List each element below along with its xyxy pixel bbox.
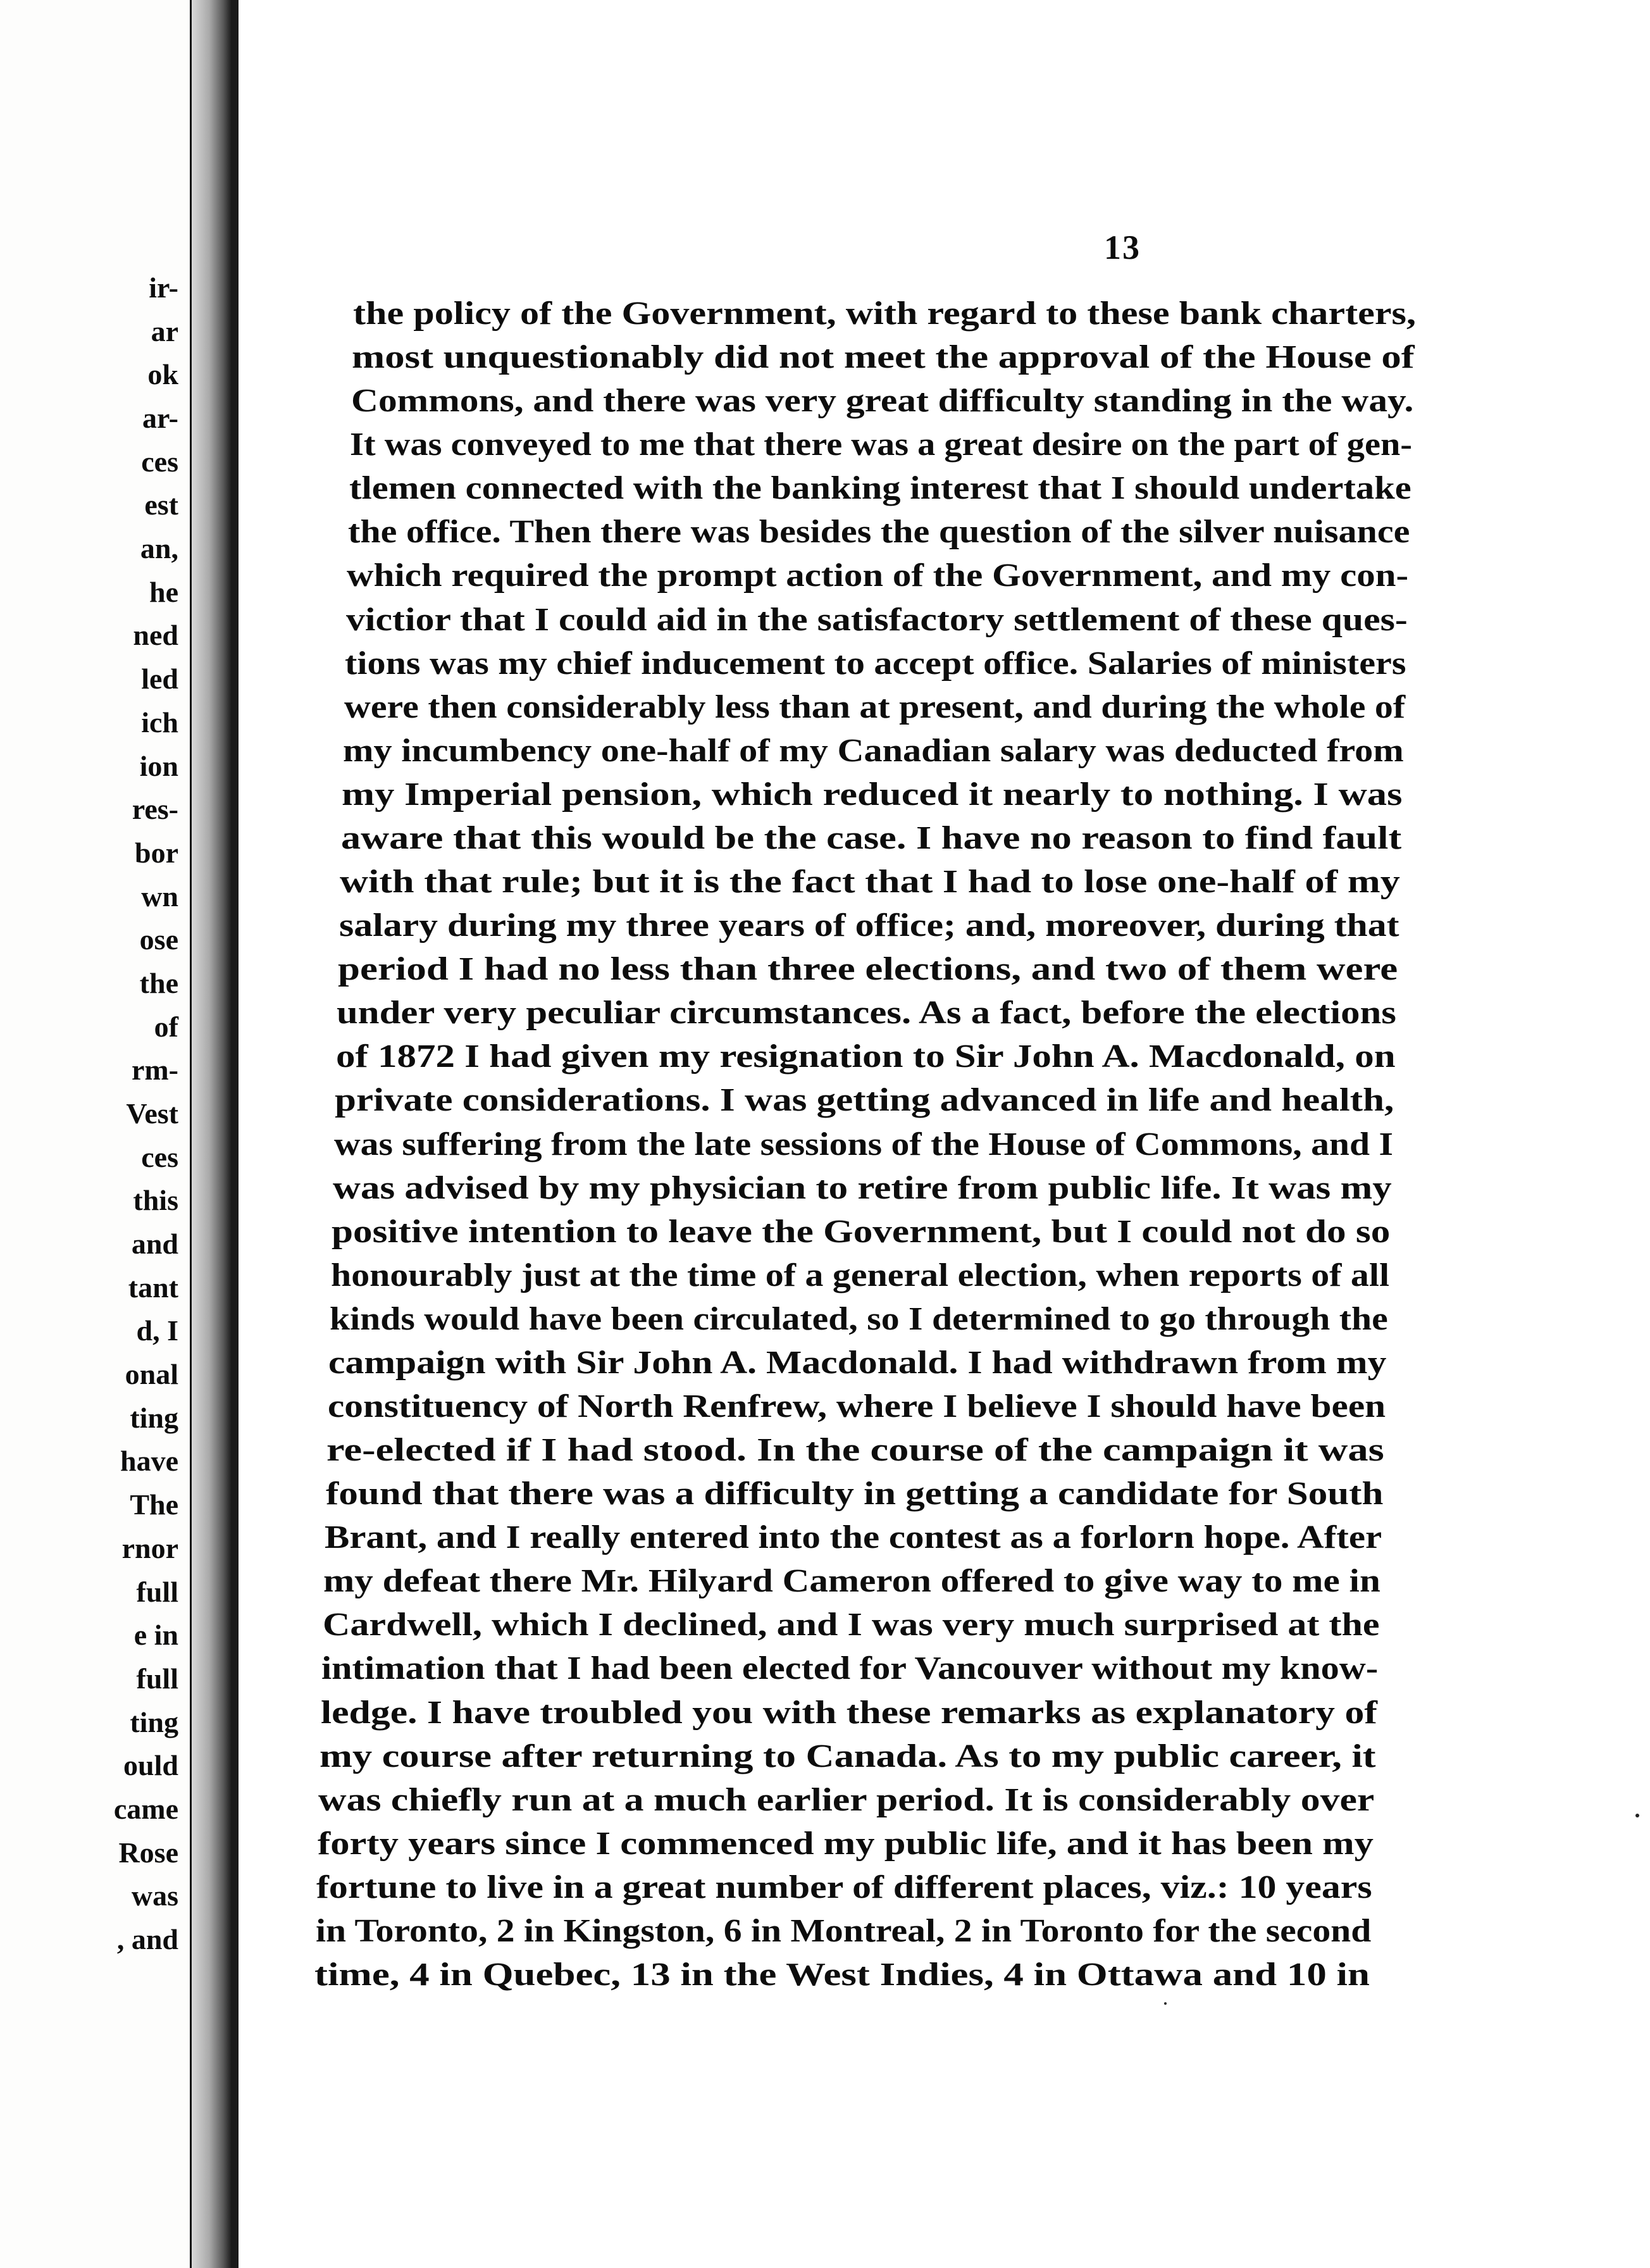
body-text-line: Commons, and there was very great difficulty standing in the way. [350, 383, 1414, 420]
body-text-line: my defeat there Mr. Hilyard Cameron offered to give way to me in [323, 1563, 1381, 1600]
body-text-line: ledge. I have troubled you with these remarks as explanatory of [320, 1694, 1377, 1731]
body-text-line: fortune to live in a great number of different places, viz.: 10 years [316, 1869, 1372, 1905]
body-text-line: constituency of North Renfrew, where I believe I should have been [327, 1388, 1386, 1424]
left-page-fragment: Rose [118, 1836, 178, 1869]
body-text-line: found that there was a difficulty in getting a candidate for South [325, 1476, 1384, 1512]
left-page-fragment: full [136, 1575, 178, 1608]
left-page-fragment: wn [141, 880, 178, 913]
body-text-line: Brant, and I really entered into the contest as a forlorn hope. After [325, 1519, 1382, 1556]
left-page-fragment: est [144, 489, 178, 521]
body-text-line: my course after returning to Canada. As to my public career, it [319, 1738, 1376, 1774]
body-text-line: tlemen connected with the banking interest that I should undertake [349, 470, 1411, 507]
left-facing-page [0, 0, 192, 2268]
left-page-fragment: ould [123, 1749, 178, 1782]
left-page-fragment: ces [141, 445, 178, 478]
left-page-fragment: bor [135, 836, 178, 869]
body-text-line: with that rule; but it is the fact that I had to lose one-half of my [340, 864, 1401, 900]
body-text-line: tions was my chief inducement to accept office. Salaries of ministers [345, 645, 1406, 682]
body-text-line: re-elected if I had stood. In the course of the campaign it was [326, 1432, 1385, 1469]
body-text-line: It was conveyed to me that there was a great desire on the part of gen- [350, 427, 1413, 463]
left-page-fragment: e in [133, 1619, 178, 1652]
body-text-line: was advised by my physician to retire from public life. It was my [332, 1169, 1392, 1206]
left-page-fragment: d, I [136, 1314, 178, 1347]
left-page-fragment: was [131, 1879, 178, 1912]
left-page-fragment: led [141, 663, 178, 695]
left-page-fragment: came [113, 1792, 178, 1825]
page-number: 13 [1104, 228, 1141, 266]
left-page-fragment: ces [141, 1140, 178, 1173]
body-text-line: Cardwell, which I declined, and I was very much surprised at the [322, 1607, 1380, 1643]
left-page-fragment: ose [139, 923, 178, 956]
body-text-line: positive intention to leave the Government, but I could not do so [332, 1213, 1391, 1250]
left-page-fragment: he [149, 575, 178, 608]
left-page-fragment: onal [125, 1358, 178, 1391]
left-page-fragment: ar- [142, 402, 178, 435]
body-text-line: period I had no less than three elections, and two of them were [337, 951, 1398, 988]
left-page-fragment: ok [147, 358, 178, 391]
binding-gutter [192, 0, 231, 2268]
left-page-fragment: rm- [131, 1054, 178, 1087]
left-page-fragment: of [154, 1010, 178, 1043]
body-text-line: under very peculiar circumstances. As a fact, before the elections [337, 995, 1397, 1031]
ink-speck [1164, 2002, 1167, 2005]
left-page-fragment: ting [130, 1705, 178, 1738]
body-text-line: the office. Then there was besides the question of the silver nuisance [347, 514, 1410, 551]
body-text-line: honourably just at the time of a general election, when reports of all [330, 1257, 1389, 1293]
body-text-line: most unquestionably did not meet the approval of the House of [352, 339, 1415, 376]
body-text-line: my incumbency one-half of my Canadian salary was deducted from [342, 732, 1404, 769]
body-text-line: time, 4 in Quebec, 13 in the West Indies, 4 in Ottawa and 10 in [314, 1957, 1370, 1993]
body-text-line: kinds would have been circulated, so I determined to go through the [330, 1300, 1388, 1337]
body-text-line: were then considerably less than at present, and during the whole of [344, 688, 1405, 725]
left-page-fragment: and [131, 1228, 178, 1261]
left-page-fragment: tant [128, 1271, 178, 1304]
main-page [239, 0, 1650, 2268]
left-page-fragment: the [139, 966, 178, 999]
body-text-line: salary during my three years of office; and, moreover, during that [338, 907, 1399, 944]
body-text-line: my Imperial pension, which reduced it nearly to nothing. I was [342, 776, 1403, 813]
left-page-fragment: , and [116, 1923, 178, 1955]
left-page-fragment: ting [130, 1401, 178, 1434]
left-page-fragment: an, [140, 532, 178, 565]
ink-speck [1635, 1814, 1639, 1817]
left-page-fragment: ir- [149, 271, 178, 304]
left-page-fragment: The [130, 1488, 178, 1521]
left-page-fragment: ich [141, 706, 178, 738]
left-page-fragment: full [136, 1662, 178, 1695]
body-text-line: the policy of the Government, with regard to these bank charters, [353, 296, 1416, 332]
body-text-line: forty years since I commenced my public life, and it has been my [317, 1825, 1374, 1862]
page-edge-shadow [231, 0, 239, 2268]
body-text-line: was suffering from the late sessions of the House of Commons, and I [333, 1126, 1393, 1162]
body-text-line: in Toronto, 2 in Kingston, 6 in Montreal, 2 in Toronto for the second [315, 1912, 1371, 1949]
left-page-fragment: this [133, 1184, 178, 1217]
body-text-line: aware that this would be the case. I have no reason to find fault [340, 819, 1401, 856]
left-page-fragment: res- [132, 793, 178, 826]
body-text-line: private considerations. I was getting advanced in life and health, [335, 1082, 1394, 1119]
left-page-fragment: ned [133, 619, 178, 652]
body-text-line: which required the prompt action of the Government, and my con- [347, 558, 1409, 594]
body-text-line: was chiefly run at a much earlier period. It is considerably over [318, 1781, 1375, 1818]
body-text-line: victior that I could aid in the satisfactory settlement of these ques- [345, 601, 1408, 638]
body-text-line: intimation that I had been elected for Vancouver without my know- [321, 1650, 1379, 1687]
body-text-line: campaign with Sir John A. Macdonald. I had withdrawn from my [328, 1344, 1387, 1381]
left-page-fragment: Vest [126, 1097, 178, 1130]
left-page-fragment: have [120, 1445, 178, 1478]
left-page-fragment: ion [139, 749, 178, 782]
left-page-fragment: rnor [121, 1531, 178, 1564]
left-page-fragment: ar [151, 315, 178, 347]
body-text-line: of 1872 I had given my resignation to Sir John A. Macdonald, on [335, 1038, 1396, 1075]
